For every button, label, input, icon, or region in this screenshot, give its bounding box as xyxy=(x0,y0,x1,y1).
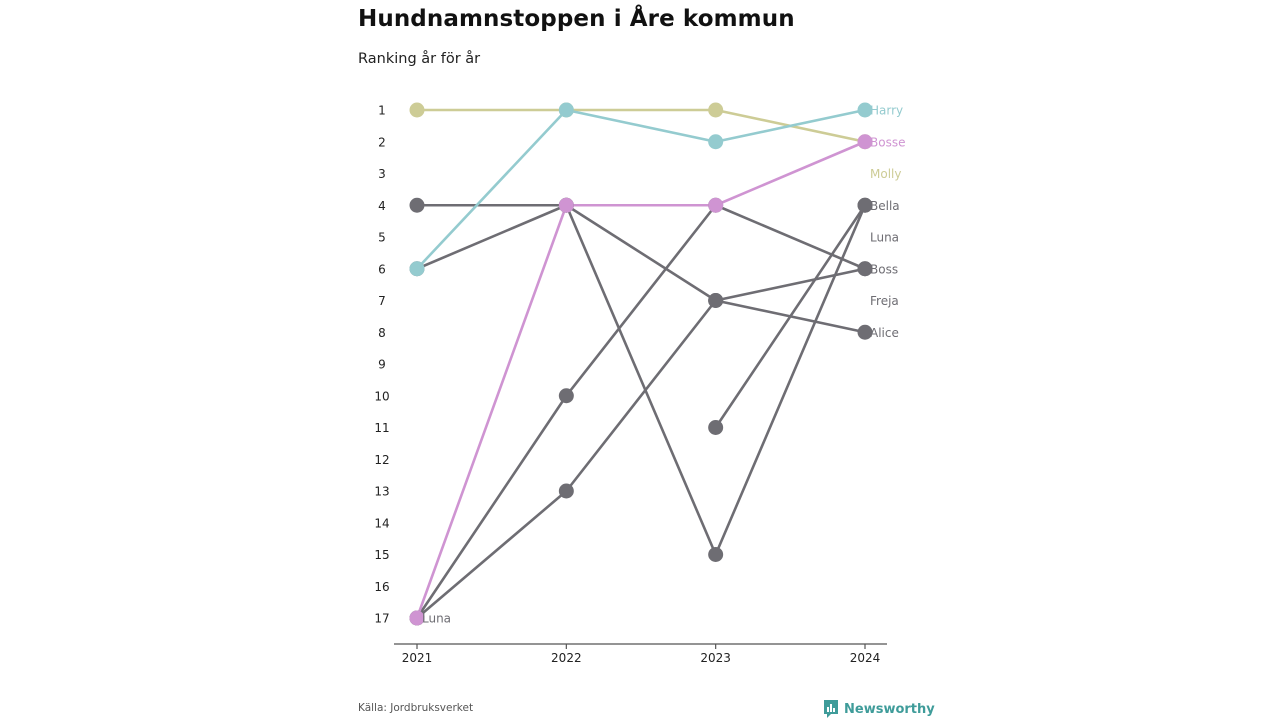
y-tick-label-6: 6 xyxy=(378,262,386,277)
y-tick-label-5: 5 xyxy=(378,230,386,245)
y-tick-label-15: 15 xyxy=(374,548,390,562)
series-point-bosse-2022 xyxy=(559,198,574,213)
y-tick-label-1: 1 xyxy=(378,103,386,118)
y-tick-label-4: 4 xyxy=(378,198,386,213)
x-tick-label-2021: 2021 xyxy=(401,651,433,665)
newsworthy-logo-icon xyxy=(823,699,839,719)
y-tick-label-9: 9 xyxy=(378,357,386,372)
y-tick-label-2: 2 xyxy=(378,135,386,150)
y-tick-label-11: 11 xyxy=(374,421,390,435)
series-line-freja xyxy=(417,205,865,554)
y-tick-label-14: 14 xyxy=(374,516,390,531)
x-tick-label-2022: 2022 xyxy=(551,651,582,665)
series-point-molly-2021 xyxy=(410,103,425,118)
y-tick-label-10: 10 xyxy=(374,389,390,404)
chart-title: Hundnamnstoppen i Åre kommun xyxy=(358,6,795,32)
brand-logo xyxy=(823,699,935,719)
end-label-bosse: Bosse xyxy=(870,135,906,150)
series-point-alice-2023 xyxy=(708,293,723,308)
x-tick-label-2023: 2023 xyxy=(700,651,731,665)
series-point-freja-2021 xyxy=(410,198,425,213)
y-tick-label-13: 13 xyxy=(374,484,390,499)
series-point-molly-2023 xyxy=(708,103,723,118)
series-lines xyxy=(417,110,865,618)
series-point-freja-2023 xyxy=(708,547,723,562)
series-points xyxy=(410,103,873,626)
series-line-harry xyxy=(417,110,865,269)
series-line-alice xyxy=(417,205,865,332)
source-note: Källa: Jordbruksverket xyxy=(358,702,474,714)
y-tick-label-3: 3 xyxy=(378,167,386,181)
start-label-luna: Luna xyxy=(422,611,452,626)
y-tick-label-8: 8 xyxy=(378,325,386,340)
series-point-harry-2021 xyxy=(410,261,425,276)
y-tick-label-12: 12 xyxy=(374,452,390,467)
end-label-bella: Bella xyxy=(870,198,900,213)
end-label-molly: Molly xyxy=(870,167,902,181)
series-point-boss-2022 xyxy=(559,484,574,499)
y-tick-label-16: 16 xyxy=(374,579,390,594)
series-point-bella-2023 xyxy=(708,420,723,435)
y-tick-labels xyxy=(374,104,389,626)
x-axis xyxy=(394,644,887,665)
brand-name: Newsworthy xyxy=(844,701,935,717)
end-label-freja: Freja xyxy=(870,294,899,308)
chart-subtitle: Ranking år för år xyxy=(358,51,481,67)
series-point-bosse-2023 xyxy=(708,198,723,213)
series-line-luna xyxy=(417,205,865,618)
end-label-luna: Luna xyxy=(870,230,900,245)
series-line-boss xyxy=(417,269,865,618)
y-tick-label-7: 7 xyxy=(378,294,386,308)
series-point-luna-2022 xyxy=(559,388,574,403)
end-label-harry: Harry xyxy=(870,103,904,118)
series-point-harry-2023 xyxy=(708,134,723,149)
x-tick-label-2024: 2024 xyxy=(849,651,881,665)
series-labels xyxy=(422,104,905,626)
end-label-alice: Alice xyxy=(870,325,899,340)
end-label-boss: Boss xyxy=(870,262,899,277)
y-tick-label-17: 17 xyxy=(374,611,390,626)
series-point-harry-2022 xyxy=(559,103,574,118)
